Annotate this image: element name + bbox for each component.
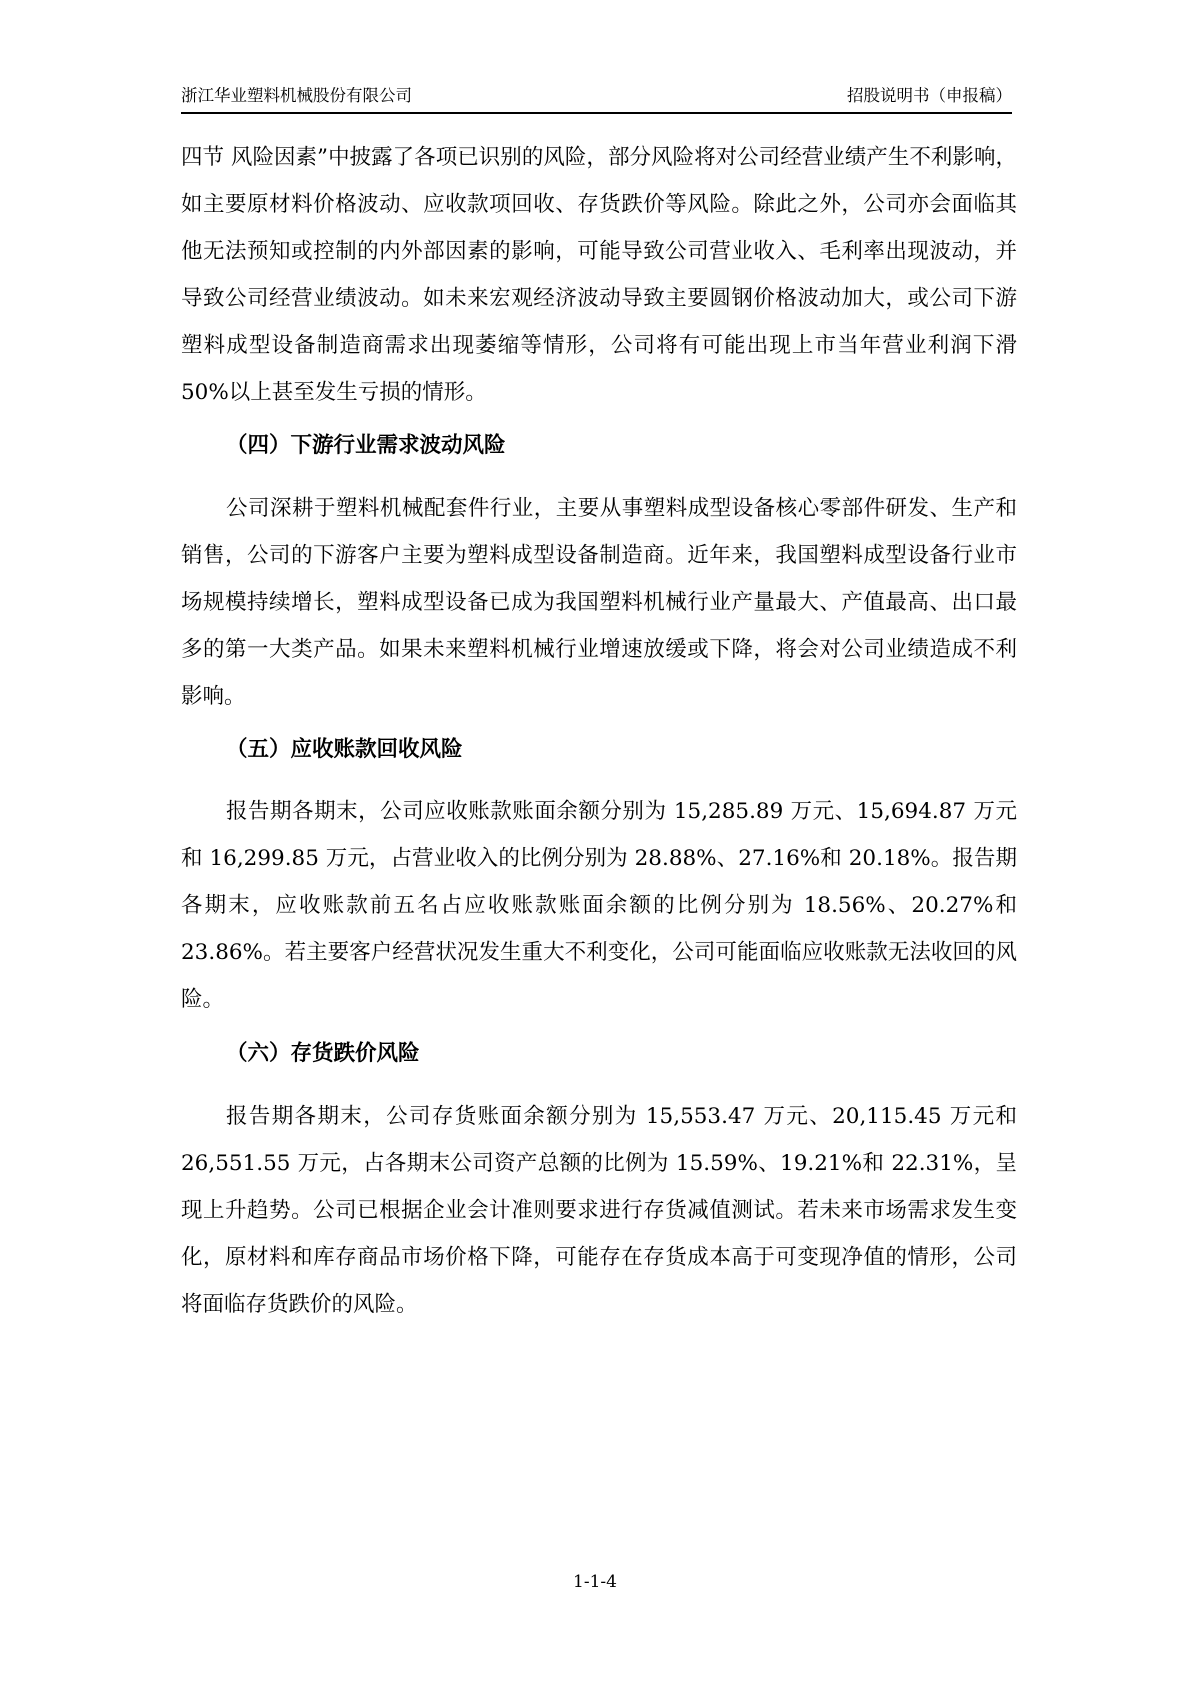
heading-inventory-risk: （六）存货跌价风险 [226, 1041, 420, 1066]
paragraph-inventory-risk: 报告期各期末，公司存货账面余额分别为 15,553.47 万元、20,115.45 万元和 26,551.55 万元，占各期末公司资产总额的比例为 15.59%、19.21%和 22.31%，呈现上升趋势。公司已根据企业会计准则要求进行存货减值测试。若未来市场需求发生变化，原材料和库存商品市场价格下降，可能存在存货成本高于可变现净值的情形，公司将面临存货跌价的风险。 [181, 1104, 1017, 1317]
page-header [181, 80, 1012, 114]
paragraph-continued: 四节 风险因素”中披露了各项已识别的风险，部分风险将对公司经营业绩产生不利影响，如主要原材料价格波动、应收款项回收、存货跌价等风险。除此之外，公司亦会面临其他无法预知或控制的内外部因素的影响，可能导致公司营业收入、毛利率出现波动，并导致公司经营业绩波动。如未来宏观经济波动导致主要圆钢价格波动加大，或公司下游塑料成型设备制造商需求出现萎缩等情形，公司将有可能出现上市当年营业利润下滑 50%以上甚至发生亏损的情形。 [181, 145, 1017, 405]
paragraph-receivables-risk: 报告期各期末，公司应收账款账面余额分别为 15,285.89 万元、15,694.87 万元和 16,299.85 万元，占营业收入的比例分别为 28.88%、27.16%和 20.18%。报告期各期末，应收账款前五名占应收账款账面余额的比例分别为 18.56%、20.27%和 23.86%。若主要客户经营状况发生重大不利变化，公司可能面临应收账款无法收回的风险。 [181, 799, 1017, 1012]
heading-downstream-demand-risk: （四）下游行业需求波动风险 [226, 433, 506, 458]
header-document-type: 招股说明书（申报稿） [847, 86, 1012, 105]
paragraph-downstream-demand-risk: 公司深耕于塑料机械配套件行业，主要从事塑料成型设备核心零部件研发、生产和销售，公司的下游客户主要为塑料成型设备制造商。近年来，我国塑料成型设备行业市场规模持续增长，塑料成型设备已成为我国塑料机械行业产量最大、产值最高、出口最多的第一大类产品。如果未来塑料机械行业增速放缓或下降，将会对公司业绩造成不利影响。 [181, 496, 1017, 709]
header-company-name: 浙江华业塑料机械股份有限公司 [181, 86, 412, 105]
page-number: 1-1-4 [573, 1572, 617, 1592]
heading-receivables-risk: （五）应收账款回收风险 [226, 737, 463, 762]
